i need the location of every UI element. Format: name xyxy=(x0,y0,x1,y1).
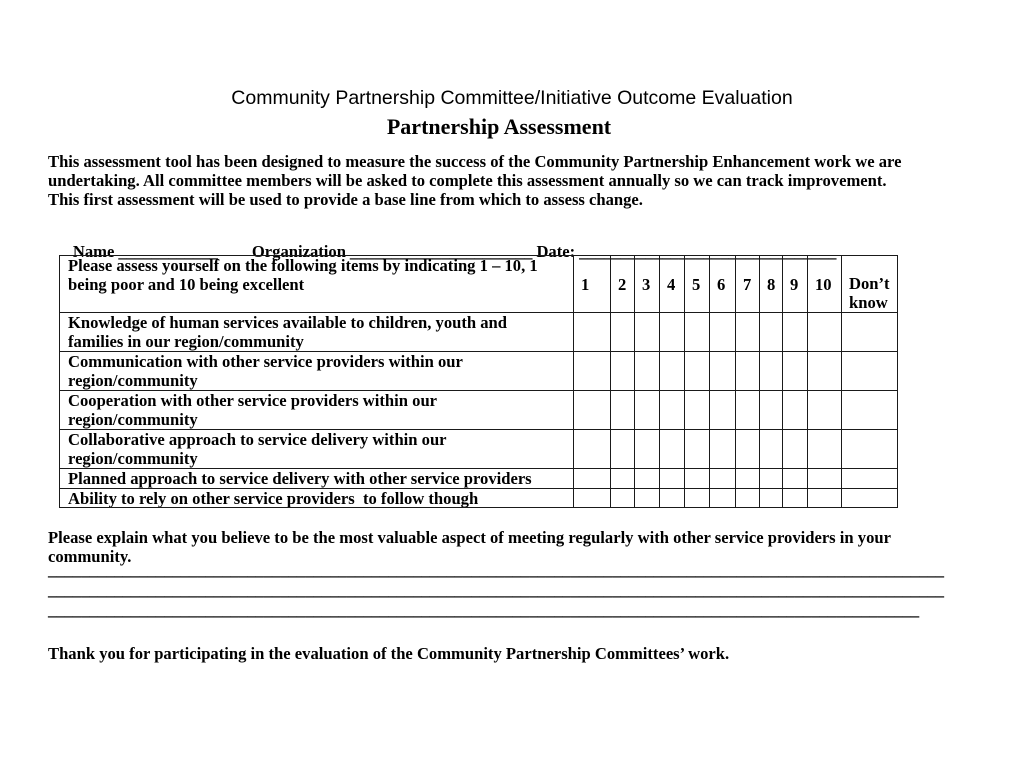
rating-cell xyxy=(685,430,710,469)
rating-cell xyxy=(710,489,736,508)
rating-cell xyxy=(660,313,685,352)
scale-1-header: 1 xyxy=(574,256,611,313)
rating-cell xyxy=(611,352,635,391)
rating-cell xyxy=(611,391,635,430)
rating-cell xyxy=(710,430,736,469)
scale-4-header: 4 xyxy=(660,256,685,313)
organization-label: Organization xyxy=(251,241,346,261)
rating-cell xyxy=(635,469,660,489)
rating-cell xyxy=(635,489,660,508)
rating-cell xyxy=(736,352,760,391)
answer-line: ____________________________________________________________________________________________________________ xyxy=(48,560,945,579)
date-label: Date: xyxy=(536,241,576,261)
rating-cell xyxy=(760,489,783,508)
closing-text: Thank you for participating in the evaluation of the Community Partnership Committees’ work. xyxy=(48,643,730,663)
rating-cell xyxy=(685,352,710,391)
rating-cell xyxy=(660,352,685,391)
assessment-item: Communication with other service providers within our region/community xyxy=(60,352,574,391)
rating-cell xyxy=(635,430,660,469)
dont-know-cell xyxy=(842,391,898,430)
rating-cell xyxy=(685,469,710,489)
scale-10-header: 10 xyxy=(808,256,842,313)
rating-cell xyxy=(635,313,660,352)
rating-cell xyxy=(808,489,842,508)
rating-cell xyxy=(685,313,710,352)
scale-3-header: 3 xyxy=(635,256,660,313)
rating-cell xyxy=(783,352,808,391)
dont-know-cell xyxy=(842,352,898,391)
rating-cell xyxy=(808,391,842,430)
rating-cell xyxy=(574,391,611,430)
rating-cell xyxy=(783,469,808,489)
rating-cell xyxy=(611,489,635,508)
rating-cell xyxy=(611,313,635,352)
rating-cell xyxy=(736,469,760,489)
dont-know-cell xyxy=(842,489,898,508)
dont-know-cell xyxy=(842,313,898,352)
date-blank: _______________________________ xyxy=(579,241,837,261)
rating-cell xyxy=(635,391,660,430)
rating-cell xyxy=(660,391,685,430)
rating-cell xyxy=(660,469,685,489)
assessment-item: Planned approach to service delivery with other service providers xyxy=(60,469,574,489)
rating-cell xyxy=(710,352,736,391)
scale-8-header: 8 xyxy=(760,256,783,313)
page-title: Community Partnership Committee/Initiative Outcome Evaluation xyxy=(231,87,793,109)
intro-text: This assessment tool has been designed to measure the success of the Community Partnership Enhancement work we are undertaking. All committee members will be asked to complete this assessment annually so we can track improvement. This first assessment will be used to provide a base line from which to assess change. xyxy=(48,151,902,209)
answer-line: ____________________________________________________________________________________________________________ xyxy=(48,580,945,599)
scale-2-header: 2 xyxy=(611,256,635,313)
rating-cell xyxy=(783,313,808,352)
rating-cell xyxy=(685,391,710,430)
rating-cell xyxy=(760,391,783,430)
assessment-prompt: Please assess yourself on the following items by indicating 1 – 10, 1 being poor and 10 being excellent xyxy=(60,256,574,313)
rating-cell xyxy=(760,352,783,391)
rating-cell xyxy=(574,489,611,508)
rating-cell xyxy=(635,352,660,391)
rating-cell xyxy=(611,430,635,469)
rating-cell xyxy=(808,313,842,352)
rating-cell xyxy=(574,352,611,391)
rating-cell xyxy=(710,313,736,352)
dont-know-header: Don’t know xyxy=(842,256,898,313)
respondent-line xyxy=(0,223,1024,261)
rating-cell xyxy=(574,469,611,489)
dont-know-cell xyxy=(842,469,898,489)
dont-know-cell xyxy=(842,430,898,469)
assessment-item: Collaborative approach to service delivery within our region/community xyxy=(60,430,574,469)
scale-6-header: 6 xyxy=(710,256,736,313)
scale-7-header: 7 xyxy=(736,256,760,313)
rating-cell xyxy=(710,469,736,489)
name-blank: ____________ xyxy=(118,241,218,261)
rating-cell xyxy=(611,469,635,489)
rating-cell xyxy=(760,469,783,489)
rating-cell xyxy=(808,430,842,469)
answer-line: _________________________________________________________________________________________________________ xyxy=(48,600,920,619)
assessment-item: Knowledge of human services available to children, youth and families in our region/community xyxy=(60,313,574,352)
name-label: Name xyxy=(72,241,115,261)
rating-cell xyxy=(736,489,760,508)
rating-cell xyxy=(783,489,808,508)
organization-blank: ______________________ xyxy=(349,241,533,261)
assessment-table xyxy=(59,255,898,508)
rating-cell xyxy=(660,430,685,469)
scale-5-header: 5 xyxy=(685,256,710,313)
rating-cell xyxy=(808,469,842,489)
rating-cell xyxy=(685,489,710,508)
assessment-item: Cooperation with other service providers within our region/community xyxy=(60,391,574,430)
rating-cell xyxy=(736,391,760,430)
rating-cell xyxy=(760,313,783,352)
rating-cell xyxy=(760,430,783,469)
rating-cell xyxy=(736,430,760,469)
rating-cell xyxy=(574,430,611,469)
rating-cell xyxy=(783,430,808,469)
rating-cell xyxy=(808,352,842,391)
rating-cell xyxy=(574,313,611,352)
scale-9-header: 9 xyxy=(783,256,808,313)
rating-cell xyxy=(660,489,685,508)
rating-cell xyxy=(710,391,736,430)
rating-cell xyxy=(736,313,760,352)
page-subtitle: Partnership Assessment xyxy=(386,114,612,139)
rating-cell xyxy=(783,391,808,430)
question-text: Please explain what you believe to be the most valuable aspect of meeting regularly with other service providers in your community. xyxy=(48,527,891,566)
assessment-item: Ability to rely on other service providers to follow though xyxy=(60,489,574,508)
